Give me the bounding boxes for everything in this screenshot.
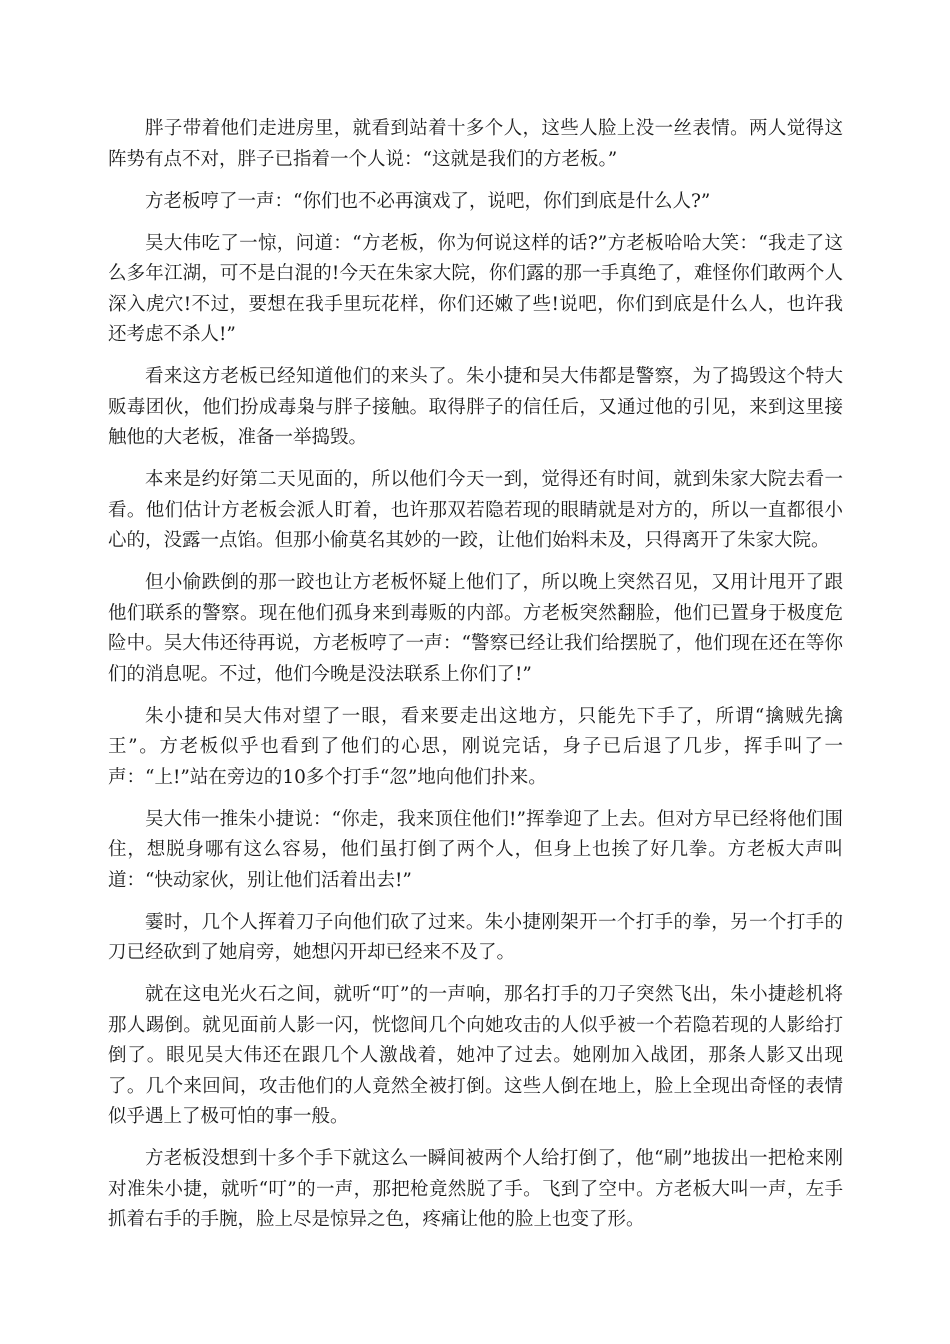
paragraph: 方老板哼了一声：“你们也不必再演戏了，说吧，你们到底是什么人?” [145,190,711,212]
paragraph: 本来是约好第二天见面的，所以他们今天一到，觉得还有时间，就到朱家大院去看一看。他们估计方老板会派人盯着，也许那双若隐若现的眼睛就是对方的，所以一直都很小心的，没露一点馅。但那小偷莫名其妙的一跤，让他们始料未及，只得离开了朱家大院。 [108,469,843,551]
paragraph: 但小偷跌倒的那一跤也让方老板怀疑上他们了，所以晚上突然召见，又用计甩开了跟他们联系的警察。现在他们孤身来到毒贩的内部。方老板突然翻脸，他们已置身于极度危险中。吴大伟还待再说，方老板哼了一声：“警察已经让我们给摆脱了，他们现在还在等你们的消息呢。不过，他们今晚是没法联系上你们了!” [108,572,843,685]
paragraph: 胖子带着他们走进房里，就看到站着十多个人，这些人脸上没一丝表情。两人觉得这阵势有点不对，胖子已指着一个人说：“这就是我们的方老板。” [108,118,843,170]
paragraph: 朱小捷和吴大伟对望了一眼，看来要走出这地方，只能先下手了，所谓“擒贼先擒王”。方老板似乎也看到了他们的心思，刚说完话，身子已后退了几步，挥手叫了一声：“上!”站在旁边的10多个打手“忽”地向他们扑来。 [108,705,843,788]
document-page [108,114,843,1247]
paragraph: 吴大伟吃了一惊，问道：“方老板，你为何说这样的话?”方老板哈哈大笑：“我走了这么多年江湖，可不是白混的!今天在朱家大院，你们露的那一手真绝了，难怪你们敢两个人深入虎穴!不过，要想在我手里玩花样，你们还嫩了些!说吧，你们到底是什么人，也许我还考虑不杀人!” [108,232,843,345]
paragraph: 就在这电光火石之间，就听“叮”的一声响，那名打手的刀子突然飞出，朱小捷趁机将那人踢倒。就见面前人影一闪，恍惚间几个向她攻击的人似乎被一个若隐若现的人影给打倒了。眼见吴大伟还在跟几个人激战着，她冲了过去。她刚加入战团，那条人影又出现了。几个来回间，攻击他们的人竟然全被打倒。这些人倒在地上，脸上全现出奇怪的表情似乎遇上了极可怕的事一般。 [108,984,843,1127]
paragraph: 方老板没想到十多个手下就这么一瞬间被两个人给打倒了，他“刷”地拔出一把枪来刚对准朱小捷，就听“叮”的一声，那把枪竟然脱了手。飞到了空中。方老板大叫一声，左手抓着右手的手腕，脸上尽是惊异之色，疼痛让他的脸上也变了形。 [108,1148,843,1230]
paragraph: 吴大伟一推朱小捷说：“你走，我来顶住他们!”挥拳迎了上去。但对方早已经将他们围住，想脱身哪有这么容易，他们虽打倒了两个人，但身上也挨了好几拳。方老板大声叫道：“快动家伙，别让他们活着出去!” [108,808,843,891]
paragraph: 霎时，几个人挥着刀子向他们砍了过来。朱小捷刚架开一个打手的拳，另一个打手的刀已经砍到了她肩旁，她想闪开却已经来不及了。 [108,911,843,963]
paragraph: 看来这方老板已经知道他们的来头了。朱小捷和吴大伟都是警察，为了捣毁这个特大贩毒团伙，他们扮成毒枭与胖子接触。取得胖子的信任后，又通过他的引见，来到这里接触他的大老板，准备一举捣毁。 [108,366,843,448]
